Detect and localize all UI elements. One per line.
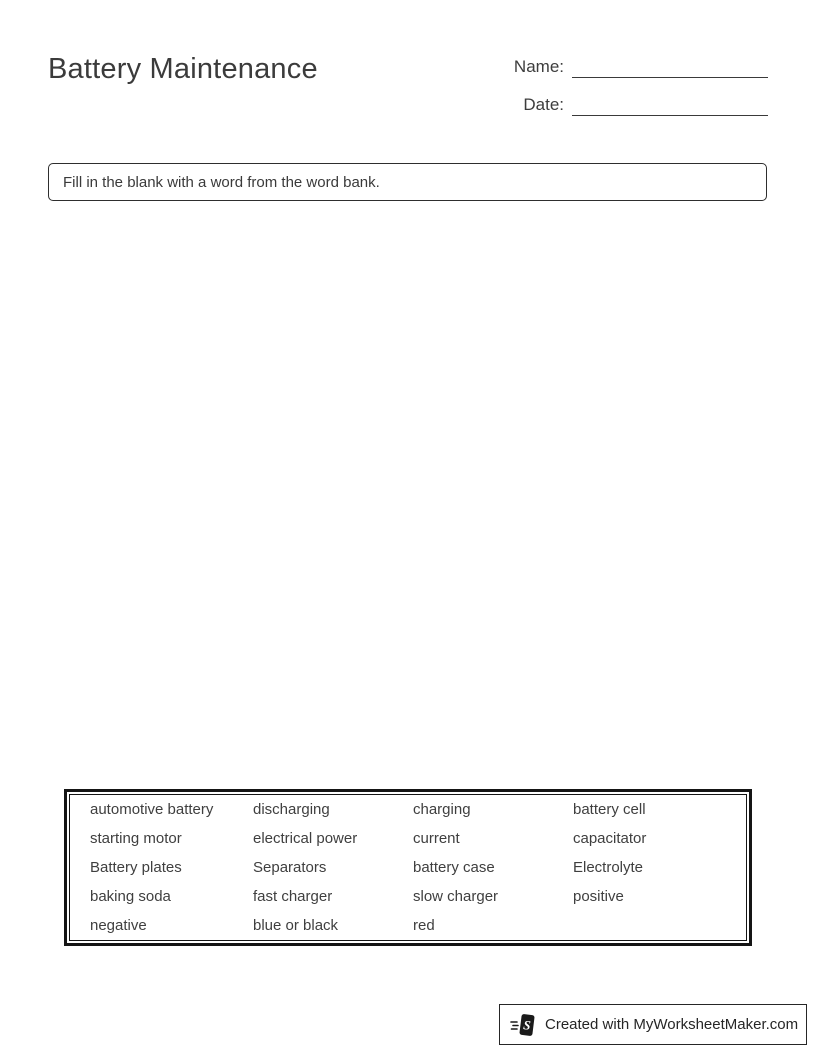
word-bank-word: discharging — [253, 801, 330, 818]
word-bank-word: red — [413, 917, 435, 934]
word-bank-column-1 — [90, 795, 253, 940]
word-bank-word: blue or black — [253, 917, 339, 934]
word-bank-word: current — [413, 830, 460, 847]
word-bank-word: battery cell — [573, 801, 646, 818]
word-bank-word: starting motor — [90, 830, 182, 847]
word-bank-word: Separators — [253, 859, 327, 876]
instruction-box — [48, 163, 767, 201]
word-bank — [64, 789, 752, 946]
instruction-text: Fill in the blank with a word from the word bank. — [63, 173, 380, 191]
word-bank-word: baking soda — [90, 888, 171, 905]
word-bank-word: capacitator — [573, 830, 647, 847]
name-field-row — [510, 54, 768, 78]
word-bank-word: positive — [573, 888, 624, 905]
word-bank-word: fast charger — [253, 888, 333, 905]
word-bank-column-3 — [413, 795, 573, 940]
word-bank-word: slow charger — [413, 888, 499, 905]
worksheet-maker-logo-icon — [510, 1011, 538, 1039]
word-bank-word: battery case — [413, 859, 495, 876]
name-blank-line — [572, 56, 768, 78]
word-bank-column-4 — [573, 795, 746, 940]
word-bank-inner — [69, 794, 747, 941]
word-bank-word: negative — [90, 917, 147, 934]
date-blank-line — [572, 94, 768, 116]
word-bank-word: Electrolyte — [573, 859, 644, 876]
word-bank-word: Battery plates — [90, 859, 182, 876]
date-label: Date: — [523, 95, 564, 114]
word-bank-word: automotive battery — [90, 801, 214, 818]
word-bank-word: electrical power — [253, 830, 358, 847]
name-label: Name: — [513, 57, 564, 76]
page-title: Battery Maintenance — [48, 53, 318, 85]
word-bank-word: charging — [413, 801, 471, 818]
svg-text:S: S — [522, 1016, 532, 1033]
credit-text: Created with MyWorksheetMaker.com — [545, 1016, 799, 1033]
word-bank-column-2 — [253, 795, 413, 940]
date-field-row — [510, 92, 768, 116]
credit-box — [499, 1004, 807, 1045]
